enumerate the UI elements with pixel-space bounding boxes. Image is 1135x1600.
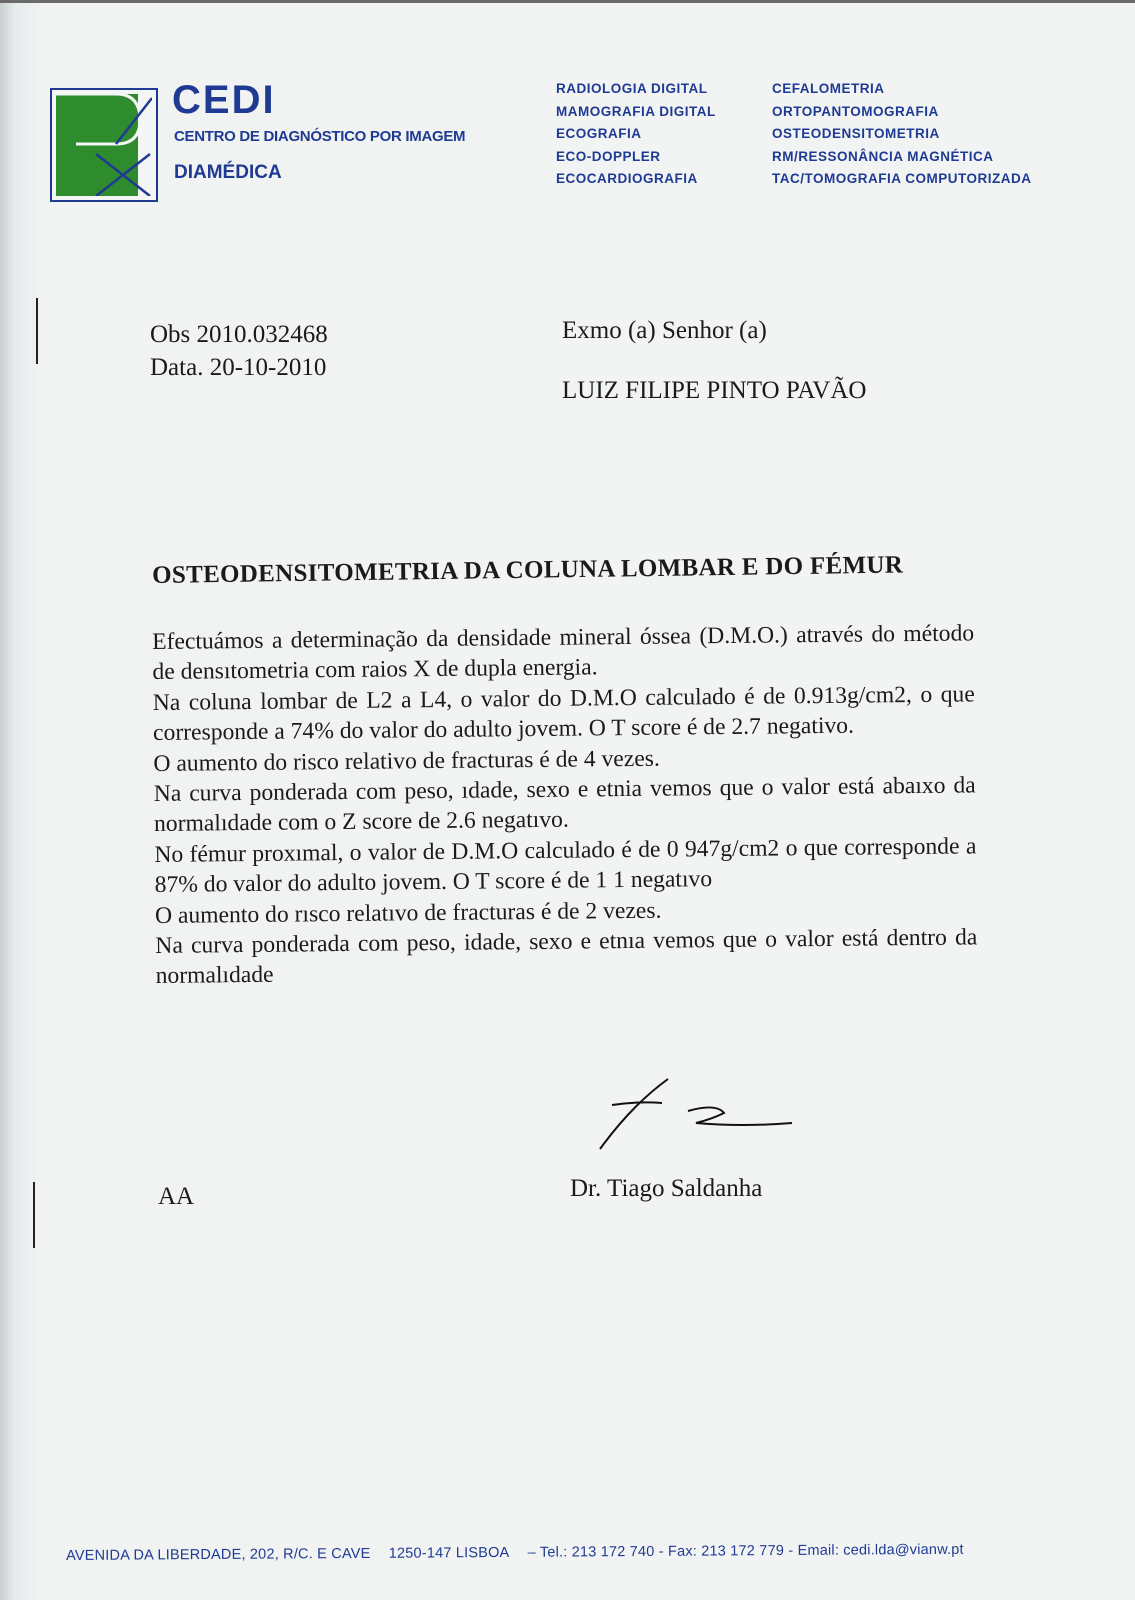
typist-initials: AA [158,1183,195,1210]
report-paragraph: Na coluna lombar de L2 a L4, o valor do D.M.O calculado é de 0.913g/cm2, o que corresponde a 74% do valor do adulto jovem. O T score é de 2.7 negativo. [152,681,975,747]
report-paragraph: No fémur proxımal, o valor de D.M.O calculado é de 0 947g/cm2 o que corresponde a 87% do valor do adulto jovem. O T score é de 1 1 negatıvo [154,833,977,899]
service-item: MAMOGRAFIA DIGITAL [556,103,716,119]
report-paragraph: Na curva ponderada com peso, idade, sexo e etnıa vemos que o valor está dentro da normalıdade [155,924,978,990]
top-edge-rule [0,0,1135,3]
service-item: RM/RESSONÂNCIA MAGNÉTICA [772,148,994,164]
cedi-logo [50,88,158,202]
service-item: ECOGRAFIA [556,126,642,141]
service-item: RADIOLOGIA DIGITAL [556,81,708,96]
service-item: ECOCARDIOGRAFIA [556,171,698,186]
report-paragraph: O aumento do risco relativo de fracturas é de 4 vezes. [153,745,660,777]
service-item: ORTOPANTOMOGRAFIA [772,103,939,119]
brand-name: CEDI [172,78,276,122]
services-list-right [772,78,1032,191]
service-item: ECO-DOPPLER [556,148,661,164]
recipient-name: LUIZ FILIPE PINTO PAVÃO [562,377,867,404]
handwritten-signature [592,1075,802,1155]
services-list-left [556,78,716,191]
footer-contact [66,1541,1086,1564]
report-body [152,618,978,991]
binding-mark-top [36,298,38,364]
report-paragraph: Efectuámos a determinação da densidade mineral óssea (D.M.O.) através do método de densıtometria com raios X de dupla energia. [152,620,975,686]
obs-number: Obs 2010.032468 [150,321,328,348]
service-item: TAC/TOMOGRAFIA COMPUTORIZADA [772,171,1032,186]
report-paragraph: Na curva ponderada com peso, ıdade, sexo e etnia vemos que o valor está abaıxo da normalıdade com o Z score de 2.6 negatıvo. [153,772,976,838]
report-paragraph: O aumento do rısco relatıvo de fracturas é de 2 vezes. [154,897,662,929]
brand-subtitle-diamedica: DIAMÉDICA [174,162,282,183]
doctor-name: Dr. Tiago Saldanha [570,1175,763,1202]
binding-mark-bottom [33,1182,35,1248]
brand-subtitle: CENTRO DE DIAGNÓSTICO POR IMAGEM [174,128,466,145]
service-item: OSTEODENSITOMETRIA [772,126,940,141]
footer-city: 1250-147 LISBOA [388,1544,510,1562]
report-meta [150,318,328,384]
report-title: OSTEODENSITOMETRIA DA COLUNA LOMBAR E DO FÉMUR [152,551,904,589]
service-item: CEFALOMETRIA [772,81,885,96]
footer-contacts: – Tel.: 213 172 740 - Fax: 213 172 779 - Email: cedi.lda@vianw.pt [527,1541,964,1561]
greeting: Exmo (a) Senhor (a) [562,317,767,344]
logo-emblem-icon [56,94,152,196]
report-date: Data. 20-10-2010 [150,354,327,381]
footer-address: AVENIDA DA LIBERDADE, 202, R/C. E CAVE [66,1545,371,1564]
